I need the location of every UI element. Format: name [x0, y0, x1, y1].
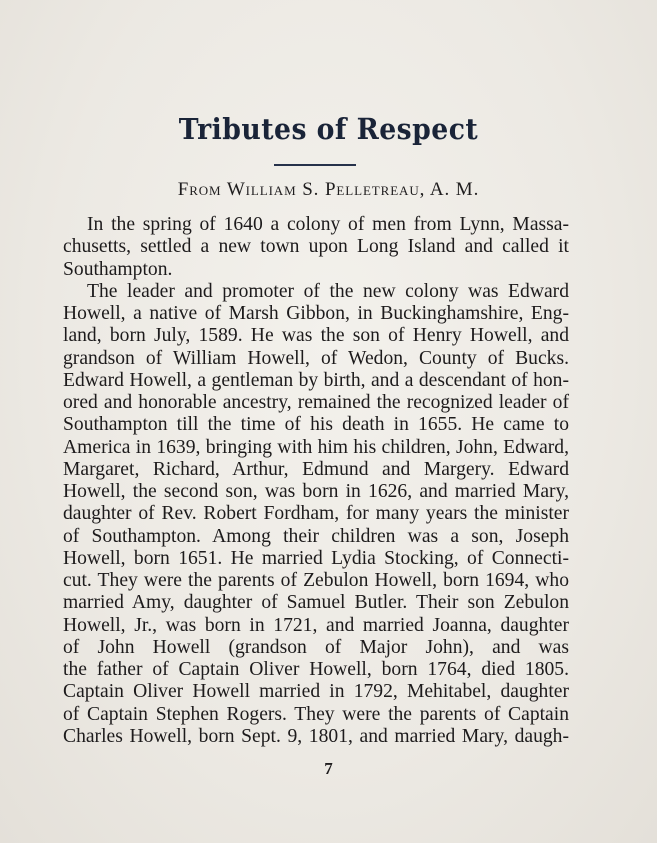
- text-line: the father of Captain Oliver Howell, born 1764, died 1805.: [63, 659, 569, 680]
- text-line: Margaret, Richard, Arthur, Edmund and Margery. Edward: [63, 458, 569, 480]
- text-line: Southampton till the time of his death in 1655. He came to: [63, 414, 569, 436]
- text-line: of Southampton. Among their children was a son, Joseph: [63, 525, 569, 547]
- text-line: land, born July, 1589. He was the son of Henry Howell, and: [63, 325, 569, 347]
- text-line: daughter of Rev. Robert Fordham, for many years the minister: [63, 503, 569, 525]
- text-line: Charles Howell, born Sept. 9, 1801, and married Mary, daugh-: [63, 725, 569, 747]
- text-line: ored and honorable ancestry, remained the recognized leader of: [63, 392, 569, 413]
- text-line: Southampton.: [63, 258, 173, 280]
- body-text: [63, 214, 569, 748]
- author-heading: From William S. Pelletreau, A. M.: [177, 179, 480, 200]
- text-line: Howell, born 1651. He married Lydia Stocking, of Connecti-: [63, 547, 569, 569]
- text-line: cut. They were the parents of Zebulon Howell, born 1694, who: [63, 570, 569, 591]
- text-line: chusetts, settled a new town upon Long Island and called it: [63, 236, 569, 258]
- text-line: Howell, the second son, was born in 1626, and married Mary,: [63, 481, 569, 502]
- text-line: In the spring of 1640 a colony of men from Lynn, Massa-: [87, 214, 569, 235]
- text-line: Howell, Jr., was born in 1721, and married Joanna, daughter: [63, 614, 569, 636]
- page-title: Tributes of Respect: [178, 112, 479, 146]
- text-line: Captain Oliver Howell married in 1792, Mehitabel, daughter: [63, 681, 569, 703]
- text-line: The leader and promoter of the new colony was Edward: [87, 280, 569, 302]
- title-rule: [274, 164, 356, 166]
- text-line: of Captain Stephen Rogers. They were the parents of Captain: [63, 703, 569, 725]
- text-line: grandson of William Howell, of Wedon, County of Bucks.: [63, 347, 569, 369]
- text-line: America in 1639, bringing with him his children, John, Edward,: [63, 436, 569, 458]
- text-line: of John Howell (grandson of Major John), and was: [63, 636, 569, 658]
- text-line: Edward Howell, a gentleman by birth, and a descendant of hon-: [63, 369, 569, 391]
- text-line: Howell, a native of Marsh Gibbon, in Buckinghamshire, Eng-: [63, 303, 569, 324]
- page-number: 7: [324, 759, 333, 778]
- text-line: married Amy, daughter of Samuel Butler. Their son Zebulon: [63, 592, 569, 614]
